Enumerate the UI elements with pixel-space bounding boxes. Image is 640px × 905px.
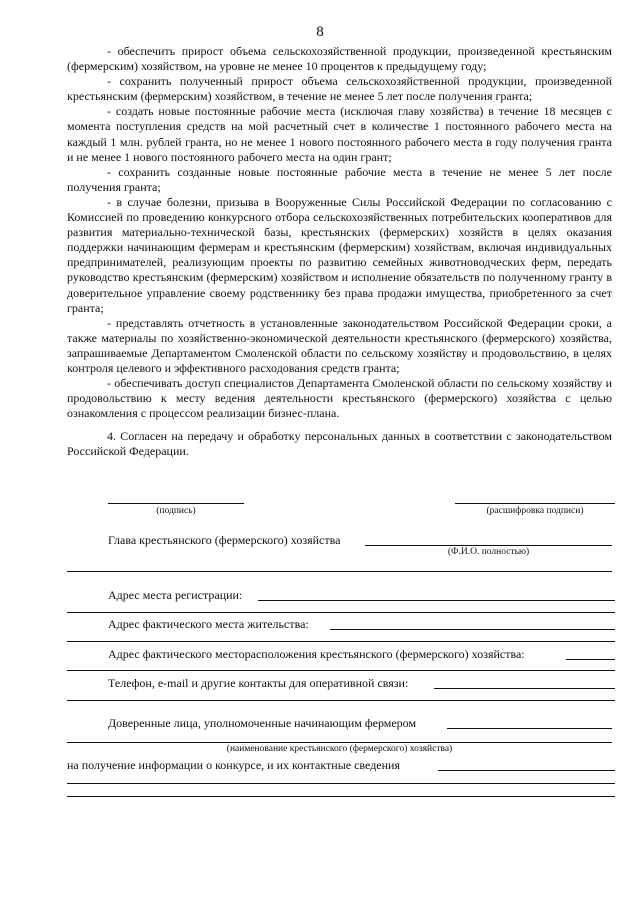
farm-location-field[interactable] xyxy=(566,659,615,660)
obligation-paragraph: - сохранить созданные новые постоянные рабочие места в течение не менее 5 лет после получения гранта; xyxy=(67,164,612,194)
registration-address-label: Адрес места регистрации: xyxy=(108,588,243,602)
farm-location-label: Адрес фактического месторасположения крестьянского (фермерского) хозяйства: xyxy=(108,647,525,661)
actual-address-continuation-line[interactable] xyxy=(67,641,615,642)
obligation-paragraph: - обеспечить прирост объема сельскохозяйственной продукции, произведенной крестьянским (фермерским) хозяйством, на уровне не менее 10 процентов к предыдущему году; xyxy=(67,44,612,74)
signature-caption: (подпись) xyxy=(156,506,196,516)
obligation-paragraph: - создать новые постоянные рабочие места (исключая главу хозяйства) в течение 18 месяцев с момента поступления средств на мой расчетный счет в количестве 1 постоянного рабочего места на каждый 1 млн. рублей гранта, но не менее 1 нового постоянного рабочего места в году получения гранта и не менее 1 нового постоянного рабочего места на один грант; xyxy=(67,104,612,164)
registration-address-field[interactable] xyxy=(258,600,615,601)
signature-line[interactable] xyxy=(108,503,244,504)
contest-info-label: на получение информации о конкурсе, и их контактные сведения xyxy=(67,758,400,772)
signature-decoding-line[interactable] xyxy=(455,503,615,504)
contacts-field[interactable] xyxy=(434,688,615,689)
head-of-farm-label: Глава крестьянского (фермерского) хозяйства xyxy=(108,533,341,547)
signature-decoding-caption: (расшифровка подписи) xyxy=(486,506,584,516)
obligation-paragraph: - сохранить полученный прирост объема сельскохозяйственной продукции, произведенной крестьянским (фермерским) хозяйством, в течение не менее 5 лет после получения гранта; xyxy=(67,74,612,104)
contacts-label: Телефон, e-mail и другие контакты для оперативной связи: xyxy=(108,676,409,690)
obligation-paragraph: - представлять отчетность в установленные законодательством Российской Федерации сроки, а также материалы по хозяйственно-экономической деятельности крестьянского (фермерского) хозяйства, запрашиваемые Департаментом Смоленской области по сельскому хозяйству и продовольствию, в целях контроля целевого и эффективного расходования средств гранта; xyxy=(67,315,612,375)
head-of-farm-name-field[interactable] xyxy=(365,545,612,546)
fio-caption: (Ф.И.О. полностью) xyxy=(447,547,530,557)
contest-info-continuation-line-2[interactable] xyxy=(67,796,615,797)
registration-address-continuation-line[interactable] xyxy=(67,612,615,613)
trusted-persons-label: Доверенные лица, уполномоченные начинающим фермером xyxy=(108,716,417,730)
farm-location-continuation-line[interactable] xyxy=(67,670,615,671)
page-number: 8 xyxy=(316,24,324,40)
contest-info-field[interactable] xyxy=(438,770,615,771)
actual-address-field[interactable] xyxy=(330,629,615,630)
contacts-continuation-line[interactable] xyxy=(67,700,615,701)
obligation-paragraph: - в случае болезни, призыва в Вооруженные Силы Российской Федерации по согласованию с Комиссией по проведению конкурсного отбора сельскохозяйственных потребительских кооперативов для развития материально-технической базы, крестьянских (фермерских) хозяйств в целях оказания поддержки начинающим фермерам и крестьянским (фермерским) хозяйствам, включая индивидуальных предпринимателей, реализующим проекты по развитию семейных животноводческих ферм, передать руководство крестьянским (фермерским) хозяйством и исполнение обязательств по полученному гранту в доверительное управление своему родственнику без права продажи имущества, приобретенного за счет гранта; xyxy=(67,194,612,315)
trusted-persons-field[interactable] xyxy=(447,728,612,729)
farm-name-line[interactable] xyxy=(67,742,612,743)
consent-paragraph: 4. Согласен на передачу и обработку персональных данных в соответствии с законодательством Российской Федерации. xyxy=(67,429,612,459)
obligation-paragraph: - обеспечивать доступ специалистов Департамента Смоленской области по сельскому хозяйству и продовольствию к месту ведения деятельности крестьянского (фермерского) хозяйства с целью ознакомления с процессом реализации бизнес-плана. xyxy=(67,376,612,421)
head-of-farm-continuation-line[interactable] xyxy=(67,571,612,572)
actual-address-label: Адрес фактического места жительства: xyxy=(108,617,309,631)
farm-name-caption: (наименование крестьянского (фермерского) хозяйства) xyxy=(226,744,453,754)
contest-info-continuation-line-1[interactable] xyxy=(67,783,615,784)
obligations-text xyxy=(67,44,612,460)
